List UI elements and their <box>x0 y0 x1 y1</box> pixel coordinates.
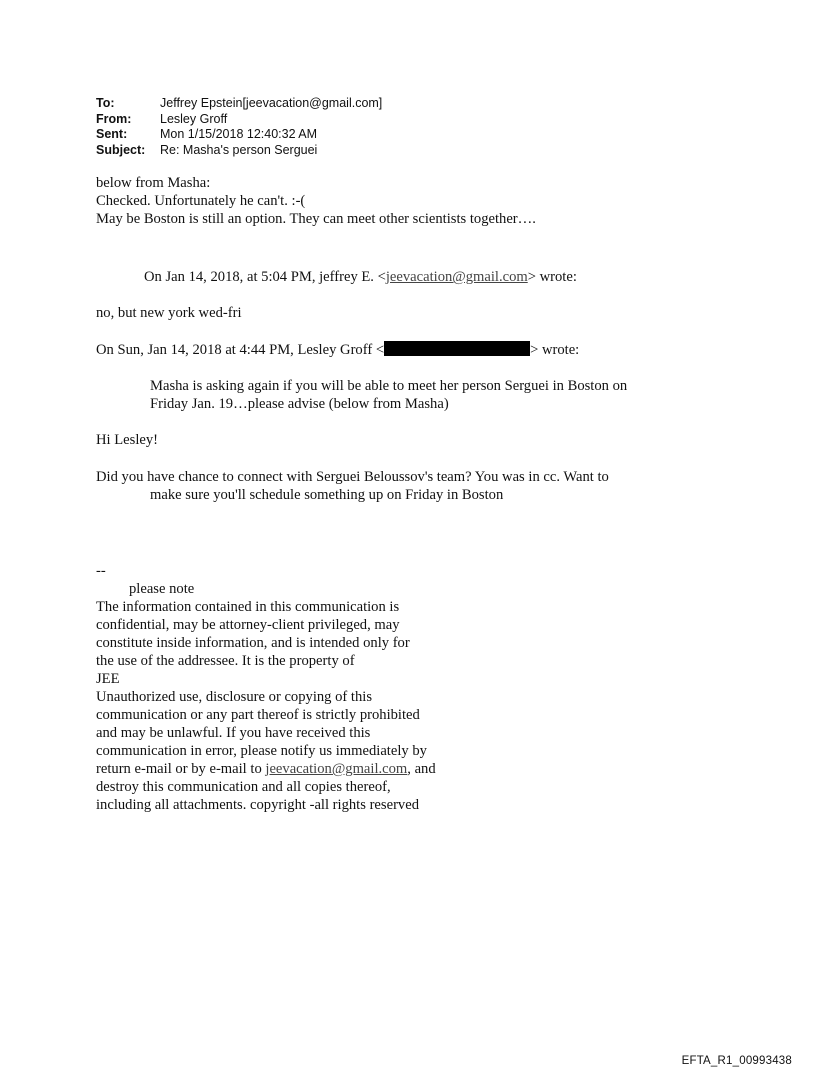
body-line: below from Masha: <box>96 175 211 191</box>
disclaimer-line: the use of the addressee. It is the property of <box>96 653 355 669</box>
masha-line: Masha is asking again if you will be able to meet her person Serguei in Boston on <box>150 378 628 394</box>
header-value: Lesley Groff <box>160 111 228 126</box>
header-value: Jeffrey Epstein[jeevacation@gmail.com] <box>160 96 383 110</box>
disclaimer-line: including all attachments. copyright -all rights reserved <box>96 797 419 813</box>
header-value: Re: Masha's person Serguei <box>160 142 318 157</box>
masha-line: Friday Jan. 19…please advise (below from Masha) <box>150 396 449 412</box>
disclaimer <box>96 598 436 814</box>
quote-prefix: On Jan 14, 2018, at 5:04 PM, jeffrey E. < <box>144 269 386 285</box>
greeting-line: Hi Lesley! <box>96 432 159 448</box>
document-id: EFTA_R1_00993438 <box>681 1055 792 1067</box>
header-label: Subject: <box>96 142 146 157</box>
signature-dashes: -- <box>96 563 106 579</box>
redaction-box <box>384 341 530 356</box>
disclaimer-line: confidential, may be attorney-client privileged, may <box>96 617 400 633</box>
disclaimer-line: The information contained in this communication is <box>96 599 400 615</box>
quote-suffix: > wrote: <box>527 269 577 285</box>
email-headers <box>96 96 382 158</box>
body-line: Checked. Unfortunately he can't. :-( <box>96 193 306 209</box>
please-note: please note <box>129 581 195 597</box>
question-line: make sure you'll schedule something up on Friday in Boston <box>150 487 504 503</box>
disclaimer-line-email <box>96 760 436 778</box>
body-line: May be Boston is still an option. They can meet other scientists together…. <box>96 211 536 227</box>
header-label: Sent: <box>96 127 128 141</box>
reply-line: no, but new york wed-fri <box>96 305 242 321</box>
return-prefix: return e-mail or by e-mail to <box>96 761 266 777</box>
header-subject <box>96 143 382 159</box>
disclaimer-line: communication in error, please notify us immediately by <box>96 743 427 759</box>
header-label: From: <box>96 111 132 126</box>
disclaimer-line: destroy this communication and all copies thereof, <box>96 779 391 795</box>
header-from <box>96 112 382 128</box>
quote-prefix: On Sun, Jan 14, 2018 at 4:44 PM, Lesley Groff < <box>96 342 385 358</box>
disclaimer-line: communication or any part thereof is strictly prohibited <box>96 707 420 723</box>
disclaimer-line: JEE <box>96 671 120 687</box>
email-link[interactable]: jeevacation@gmail.com <box>265 761 408 777</box>
disclaimer-line: Unauthorized use, disclosure or copying of this <box>96 689 373 705</box>
header-to <box>96 96 382 112</box>
quote-suffix: > wrote: <box>530 342 580 358</box>
quote-header-1 <box>144 268 577 286</box>
quote-header-2 <box>96 341 579 359</box>
question-line: Did you have chance to connect with Serguei Beloussov's team? You was in cc. Want to <box>96 469 609 485</box>
header-label: To: <box>96 96 115 110</box>
return-suffix: , and <box>407 761 436 777</box>
header-value: Mon 1/15/2018 12:40:32 AM <box>160 127 318 141</box>
header-sent <box>96 127 382 143</box>
disclaimer-line: constitute inside information, and is intended only for <box>96 635 410 651</box>
email-link[interactable]: jeevacation@gmail.com <box>385 269 528 285</box>
disclaimer-line: and may be unlawful. If you have received this <box>96 725 371 741</box>
